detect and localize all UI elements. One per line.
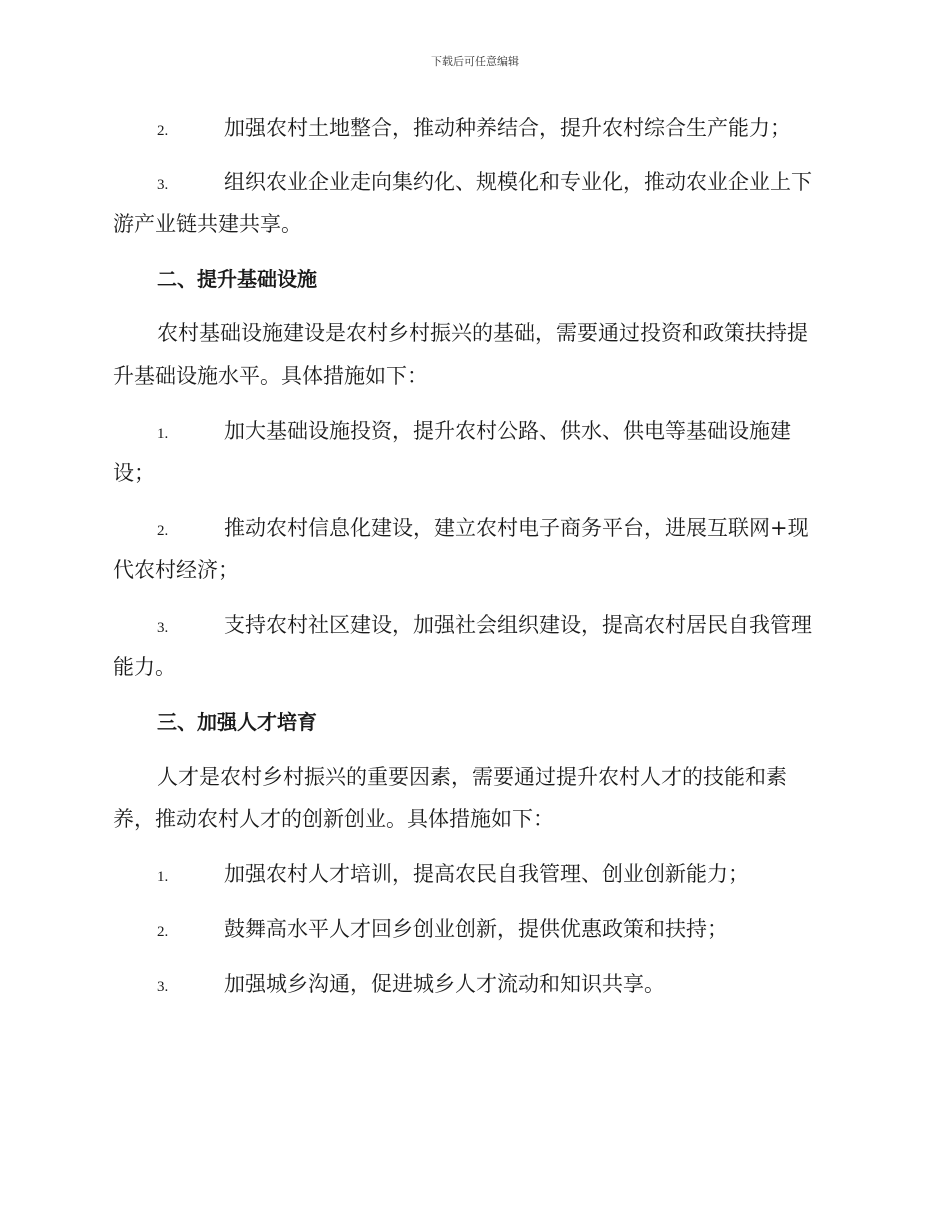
list-number: 3. bbox=[157, 177, 169, 193]
list-item bbox=[157, 513, 887, 546]
section-heading: 三、加强人才培育 bbox=[157, 710, 317, 734]
list-text: 支持农村社区建设，加强社会组织建设，提高农村居民自我管理 bbox=[224, 613, 812, 637]
list-text: 加强城乡沟通，促进城乡人才流动和知识共享。 bbox=[224, 972, 665, 996]
list-item-continuation: 代农村经济； bbox=[113, 558, 239, 582]
list-text: 组织农业企业走向集约化、规模化和专业化，推动农业企业上下 bbox=[224, 170, 812, 194]
list-text: 加强农村人才培训，提高农民自我管理、创业创新能力； bbox=[224, 862, 749, 886]
list-number: 3. bbox=[157, 620, 169, 636]
paragraph-line: 升基础设施水平。具体措施如下： bbox=[113, 364, 428, 388]
list-item-continuation: 能力。 bbox=[113, 655, 176, 679]
paragraph-line: 养，推动农村人才的创新创业。具体措施如下： bbox=[113, 807, 554, 831]
list-item-continuation: 游产业链共建共享。 bbox=[113, 212, 302, 236]
page-header: 下载后可任意编辑 bbox=[431, 55, 519, 68]
list-item-continuation: 设； bbox=[113, 461, 155, 485]
list-text: 鼓舞高水平人才回乡创业创新，提供优惠政策和扶持； bbox=[224, 917, 728, 941]
list-text: 加强农村土地整合，推动种养结合，提升农村综合生产能力； bbox=[224, 116, 791, 140]
list-item bbox=[157, 859, 887, 892]
list-number: 2. bbox=[157, 523, 169, 539]
list-item bbox=[157, 167, 887, 200]
list-item bbox=[157, 969, 887, 1002]
list-number: 1. bbox=[157, 869, 169, 885]
paragraph-line: 人才是农村乡村振兴的重要因素，需要通过提升农村人才的技能和素 bbox=[157, 765, 787, 789]
list-number: 2. bbox=[157, 924, 169, 940]
paragraph-line: 农村基础设施建设是农村乡村振兴的基础，需要通过投资和政策扶持提 bbox=[157, 321, 808, 345]
list-number: 3. bbox=[157, 979, 169, 995]
list-item bbox=[157, 416, 887, 449]
list-text: 推动农村信息化建设，建立农村电子商务平台，进展互联网+现 bbox=[224, 516, 809, 540]
list-number: 2. bbox=[157, 123, 169, 139]
list-number: 1. bbox=[157, 426, 169, 442]
list-item bbox=[157, 610, 887, 643]
list-text: 加大基础设施投资，提升农村公路、供水、供电等基础设施建 bbox=[224, 419, 791, 443]
list-item bbox=[157, 914, 887, 947]
section-heading: 二、提升基础设施 bbox=[157, 267, 317, 291]
list-item bbox=[157, 113, 887, 146]
